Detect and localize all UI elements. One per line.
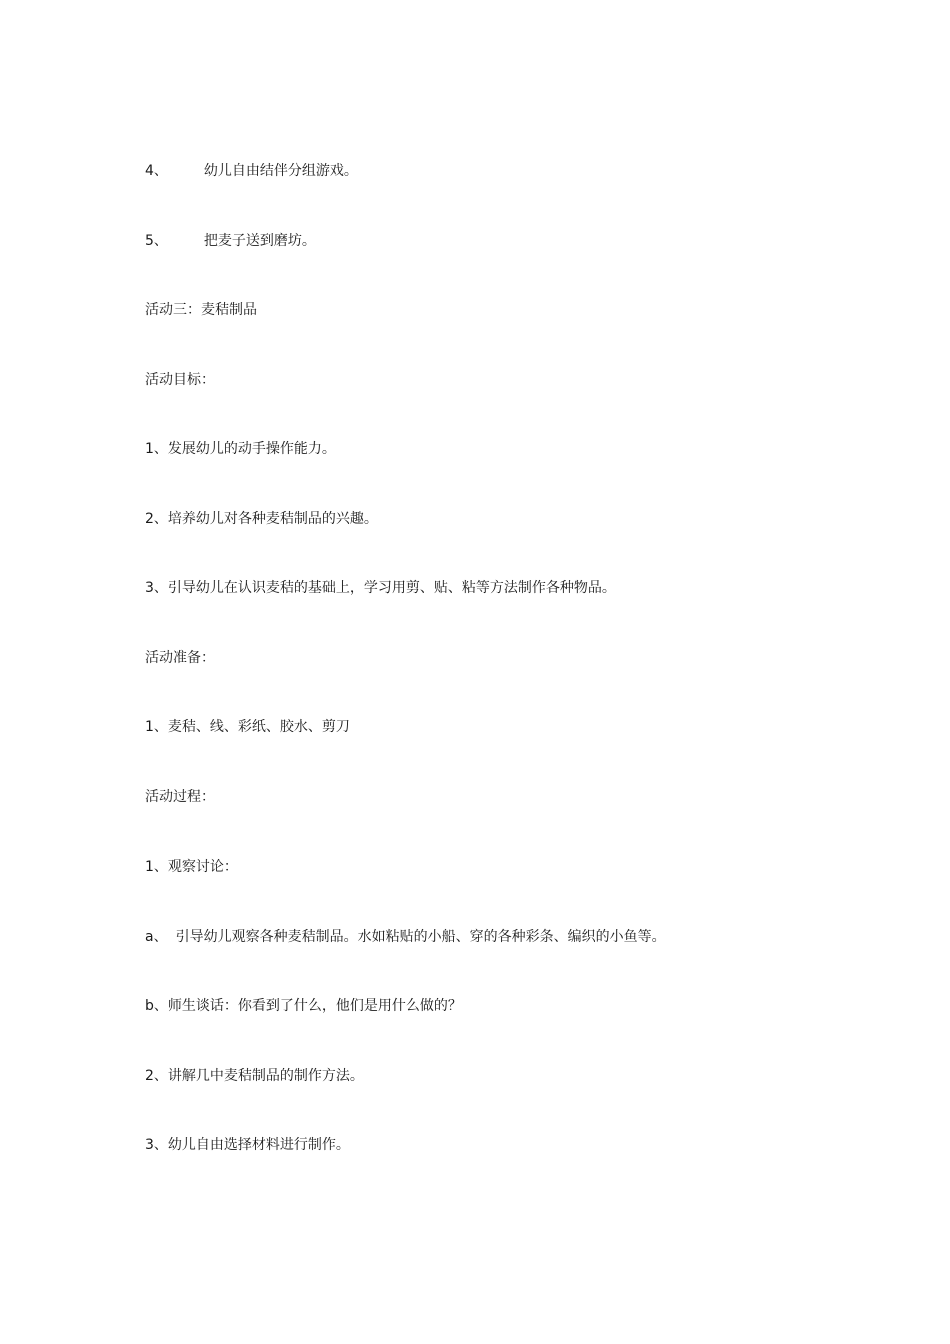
list-text: 师生谈话：你看到了什么，他们是用什么做的？ [167,998,462,1014]
heading-text: 活动目标： [145,372,215,388]
list-separator: 、 [153,859,168,875]
list-number: 3 [145,580,154,596]
list-number: a [145,929,154,945]
list-number: 1 [145,441,154,457]
list-text: 幼儿自由结伴分组游戏。 [203,163,358,179]
list-separator: 、 [153,511,168,527]
heading-text: 活动准备： [145,650,215,666]
heading-text: 活动过程： [145,789,215,805]
list-number: 2 [145,1068,154,1084]
process-heading [145,787,215,807]
list-text: 引导幼儿在认识麦秸的基础上，学习用剪、贴、粘等方法制作各种物品。 [167,580,616,596]
activity-three-heading [145,300,257,320]
preparation-heading [145,648,215,668]
list-text: 引导幼儿观察各种麦秸制品。水如粘贴的小船、穿的各种彩条、编织的小鱼等。 [175,929,666,945]
list-number: 5 [145,233,154,249]
list-text: 把麦子送到磨坊。 [203,233,316,249]
list-number: 1 [145,859,154,875]
list-text: 培养幼儿对各种麦秸制品的兴趣。 [167,511,378,527]
list-text: 麦秸、线、彩纸、胶水、剪刀 [167,719,350,735]
objective-1 [145,439,336,459]
list-separator: 、 [153,441,168,457]
list-separator: 、 [153,163,168,179]
list-number: 1 [145,719,154,735]
list-separator: 、 [153,929,168,945]
process-1a [145,927,666,947]
list-number: 2 [145,511,154,527]
list-separator: 、 [153,998,168,1014]
objective-3 [145,578,616,598]
list-text: 幼儿自由选择材料进行制作。 [167,1137,350,1153]
process-1 [145,857,238,877]
step-4-line [145,161,358,181]
objective-2 [145,509,378,529]
process-1b [145,996,462,1016]
preparation-1 [145,717,350,737]
list-separator: 、 [153,719,168,735]
process-3 [145,1135,350,1155]
process-2 [145,1066,364,1086]
list-separator: 、 [153,233,168,249]
list-text: 讲解几中麦秸制品的制作方法。 [167,1068,364,1084]
step-5-line [145,231,316,251]
list-separator: 、 [153,1137,168,1153]
heading-text: 活动三：麦秸制品 [145,302,257,318]
list-text: 发展幼儿的动手操作能力。 [167,441,336,457]
list-number: 3 [145,1137,154,1153]
list-number: 4 [145,163,154,179]
list-text: 观察讨论： [167,859,238,875]
objectives-heading [145,370,215,390]
list-number: b [145,998,154,1014]
list-separator: 、 [153,1068,168,1084]
list-separator: 、 [153,580,168,596]
